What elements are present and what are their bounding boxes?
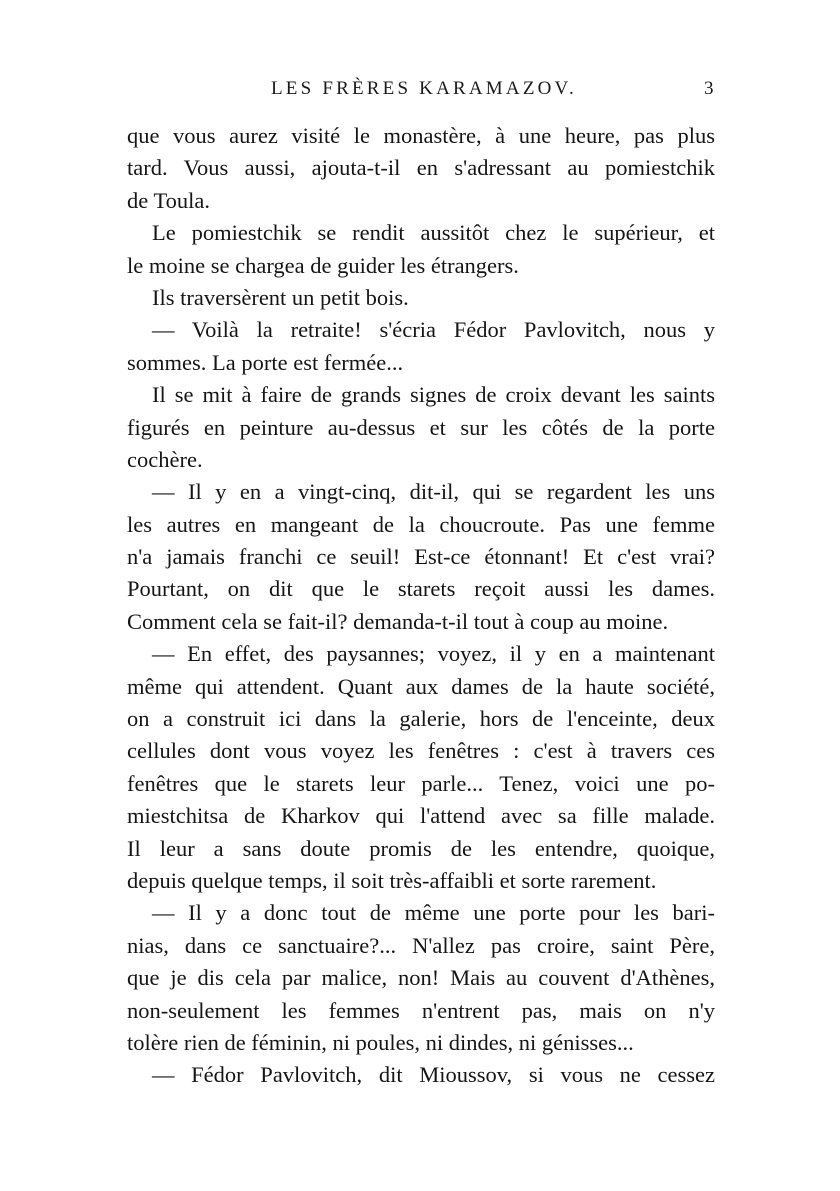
text-line: cellules dont vous voyez les fenêtres : c'est à travers ces xyxy=(127,738,715,764)
text-line: — Voilà la retraite! s'écria Fédor Pavlovitch, nous y xyxy=(152,317,715,343)
text-line: miestchitsa de Kharkov qui l'attend avec sa fille malade. xyxy=(127,803,715,829)
text-line: Le pomiestchik se rendit aussitôt chez le supérieur, et xyxy=(152,220,715,246)
text-line: cochère. xyxy=(127,446,203,472)
text-line: Ils traversèrent un petit bois. xyxy=(152,284,409,310)
text-line: — En effet, des paysannes; voyez, il y en a maintenant xyxy=(152,641,715,667)
text-line: — Fédor Pavlovitch, dit Mioussov, si vous ne cessez xyxy=(152,1062,715,1088)
text-line: non-seulement les femmes n'entrent pas, mais on n'y xyxy=(127,997,715,1023)
text-line: n'a jamais franchi ce seuil! Est-ce étonnant! Et c'est vrai? xyxy=(127,544,715,570)
text-line: — Il y a donc tout de même une porte pour les bari- xyxy=(152,900,715,926)
text-line: que vous aurez visité le monastère, à une heure, pas plus xyxy=(127,123,715,148)
text-line: nias, dans ce sanctuaire?... N'allez pas croire, saint Père, xyxy=(127,932,715,958)
text-line: sommes. La porte est fermée... xyxy=(127,349,404,375)
text-line: le moine se chargea de guider les étrangers. xyxy=(127,252,519,278)
text-line: Il leur a sans doute promis de les entendre, quoique, xyxy=(127,835,715,861)
text-line: les autres en mangeant de la choucroute. Pas une femme xyxy=(127,511,715,537)
text-line: Comment cela se fait-il? demanda-t-il tout à coup au moine. xyxy=(127,608,669,634)
text-line: tolère rien de féminin, ni poules, ni dindes, ni génisses... xyxy=(127,1029,634,1055)
text-line: tard. Vous aussi, ajouta-t-il en s'adressant au pomiestchik xyxy=(127,155,715,181)
text-line: de Toula. xyxy=(127,187,210,213)
page-number: 3 xyxy=(704,78,714,99)
text-line: même qui attendent. Quant aux dames de la haute société, xyxy=(127,673,715,699)
running-title: LES FRÈRES KARAMAZOV. xyxy=(271,78,577,99)
text-line: fenêtres que le starets leur parle... Tenez, voici une po- xyxy=(127,770,715,796)
text-line: Il se mit à faire de grands signes de croix devant les saints xyxy=(152,382,715,408)
text-line: Pourtant, on dit que le starets reçoit aussi les dames. xyxy=(127,576,715,602)
text-line: figurés en peinture au-dessus et sur les côtés de la porte xyxy=(127,414,715,440)
text-line: que je dis cela par malice, non! Mais au couvent d'Athènes, xyxy=(127,965,715,991)
text-line: on a construit ici dans la galerie, hors de l'enceinte, deux xyxy=(127,706,715,732)
text-line: — Il y en a vingt-cinq, dit-il, qui se regardent les uns xyxy=(152,479,715,505)
body-text xyxy=(127,120,715,1092)
text-line: depuis quelque temps, il soit très-affaibli et sorte rarement. xyxy=(127,867,657,893)
